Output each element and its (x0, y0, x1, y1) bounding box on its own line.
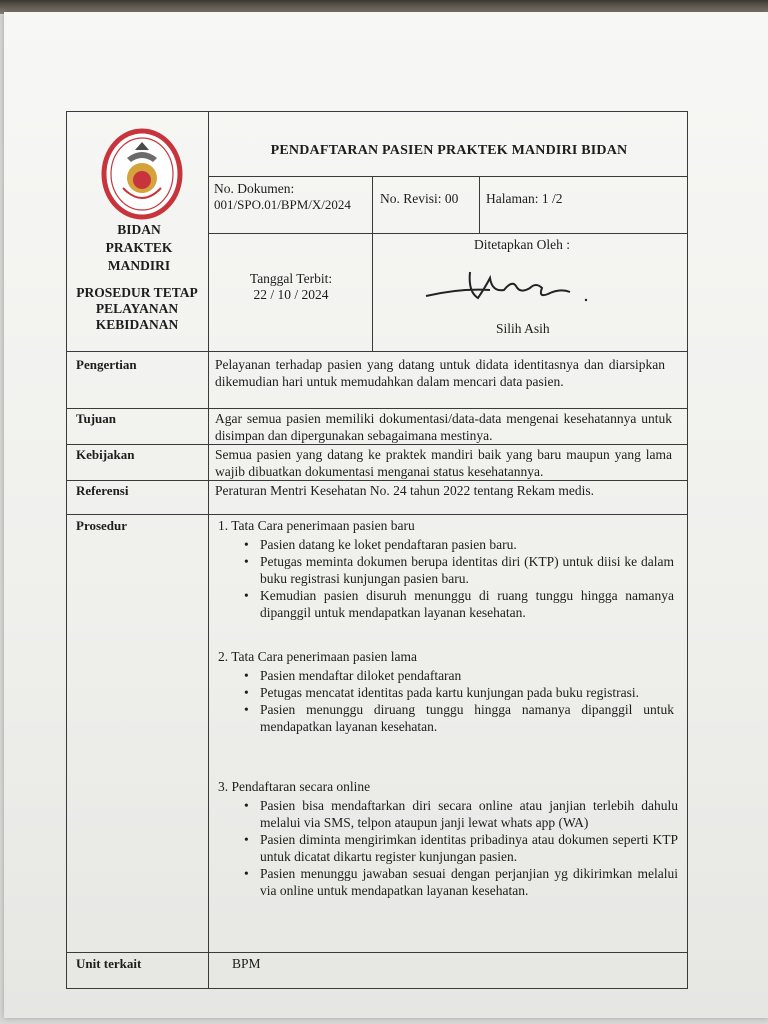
row-line-prosedur (66, 514, 688, 515)
text-referensi: Peraturan Mentri Kesehatan No. 24 tahun 2022 tentang Rekam medis. (215, 483, 595, 498)
org-label: BIDAN PRAKTEK MANDIRI (105, 222, 173, 273)
list-item: • Pasien menunggu diruang tunggu hingga namanya dipanggil untuk mendapatkan layanan kesehatan. (238, 701, 674, 735)
doc-number-label: No. Dokumen: (214, 181, 295, 196)
label-kebijakan: Kebijakan (76, 447, 135, 462)
label-unit-terkait: Unit terkait (76, 956, 142, 971)
text-pengertian: Pelayanan terhadap pasien yang datang untuk didata identitasnya dan diarsipkan dikemudian hari untuk memudahkan dalam mencari data pasien. (215, 357, 665, 389)
text-kebijakan: Semua pasien yang datang ke praktek mandiri baik yang baru maupun yang lama wajib dibuatkan dokumentasi menganai status kesehatannya. (215, 447, 672, 479)
list-item: • Pasien diminta mengirimkan identitas pribadinya atau dokumen seperti KTP untuk dicatat dikartu register kunjungan pasien. (238, 831, 678, 865)
label-referensi: Referensi (76, 483, 129, 498)
page-number: Halaman: 1 /2 (486, 191, 563, 206)
row-line-kebijakan (66, 444, 688, 445)
label-tujuan: Tujuan (76, 411, 116, 426)
docinfo-bottom-line (208, 233, 688, 234)
list-item: • Kemudian pasien disuruh menunggu di ruang tunggu hingga namanya dipanggil untuk mendapatkan layanan kesehatan. (238, 587, 674, 621)
text-unit-terkait: BPM (232, 956, 261, 971)
section-list-2 (238, 667, 674, 735)
ikatan-bidan-logo-icon (101, 128, 183, 220)
approver-name: Silih Asih (496, 321, 550, 336)
section-title-2: 2. Tata Cara penerimaan pasien lama (218, 649, 417, 664)
label-pengertian: Pengertian (76, 357, 137, 372)
list-item: • Pasien mendaftar diloket pendaftaran (238, 667, 674, 684)
list-item: • Petugas mencatat identitas pada kartu kunjungan pada buku registrasi. (238, 684, 674, 701)
document-type: PROSEDUR TETAP PELAYANAN KEBIDANAN (76, 285, 198, 332)
text-tujuan: Agar semua pasien memiliki dokumentasi/data-data mengenai kesehatannya untuk disimpan dan dipergunakan sebagaimana mestinya. (215, 411, 672, 443)
approved-by-label: Ditetapkan Oleh : (474, 237, 570, 252)
list-item: • Pasien datang ke loket pendaftaran pasien baru. (238, 536, 674, 553)
document-title: PENDAFTARAN PASIEN PRAKTEK MANDIRI BIDAN (270, 143, 628, 158)
section-list-3 (238, 797, 678, 899)
list-item: • Petugas meminta dokumen berupa identitas diri (KTP) untuk diisi ke dalam buku registrasi kunjungan pasien baru. (238, 553, 674, 587)
row-line-referensi (66, 480, 688, 481)
row-line-tujuan (66, 408, 688, 409)
list-item: • Pasien menunggu jawaban sesuai dengan perjanjian yg dikirimkan melalui via online untuk mendapatkan layanan kesehatan. (238, 865, 678, 899)
doc-number: 001/SPO.01/BPM/X/2024 (214, 197, 351, 212)
label-column-divider (208, 351, 209, 989)
issued-date: 22 / 10 / 2024 (253, 287, 329, 302)
section-title-3: 3. Pendaftaran secara online (218, 779, 371, 794)
list-item: • Pasien bisa mendaftarkan diri secara online atau janjian terlebih dahulu melalui via SMS, telpon ataupun janji lewat whats app (WA) (238, 797, 678, 831)
docinfo-divider-2 (479, 176, 480, 233)
issued-date-label: Tanggal Terbit: (249, 271, 333, 286)
title-bottom-line (208, 176, 688, 177)
row-line-unit (66, 952, 688, 953)
section-list-1 (238, 536, 674, 621)
header-bottom-line (66, 351, 688, 352)
docinfo-divider-1 (372, 176, 373, 351)
label-prosedur: Prosedur (76, 518, 128, 533)
header-divider (208, 111, 209, 351)
signature-icon (420, 258, 600, 310)
section-title-1: 1. Tata Cara penerimaan pasien baru (218, 518, 415, 533)
revision-number: No. Revisi: 00 (380, 191, 459, 206)
